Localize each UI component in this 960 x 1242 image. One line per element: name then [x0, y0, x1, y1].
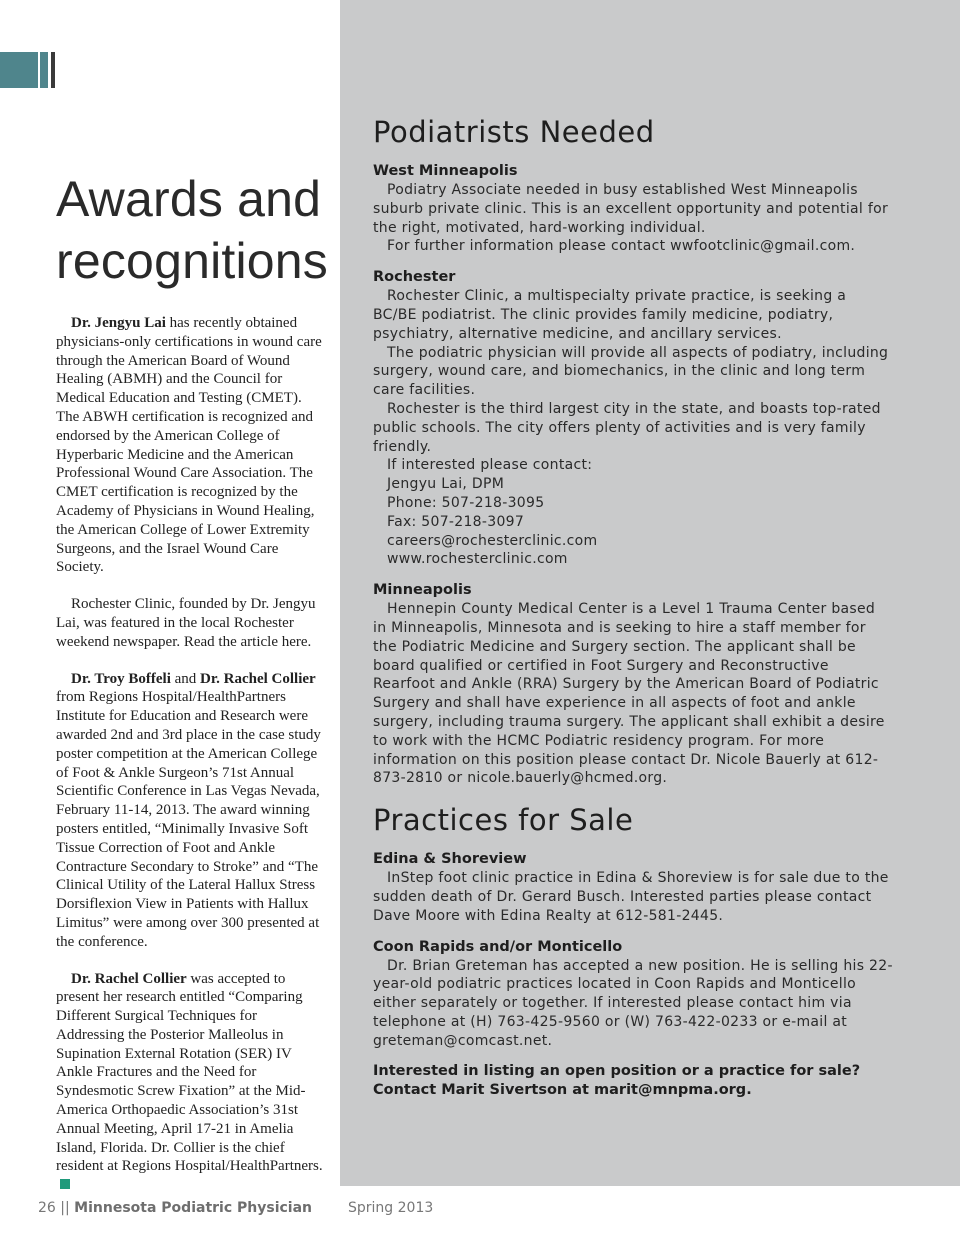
listing-coon-rapids: [373, 938, 893, 1051]
section-title-podiatrists-needed: Podiatrists Needed: [373, 115, 655, 149]
contact-fax: Fax: 507-218-3097: [387, 513, 525, 530]
listing-heading: Coon Rapids and/or Monticello: [373, 938, 623, 955]
title-line-2: recognitions: [56, 233, 329, 289]
award-paragraph-lai: [56, 314, 328, 577]
award-text: has recently obtained physicians-only certifications in wound care through the American Board of Wound Healing (ABMH) and the Council for Medical Education and Testing (CMET). The ABWH certification is recognized and endorsed by the American College of Hyperbaric Medicine and the American Professional Wound Care Association. The CMET certification is recognized by the Academy of Physicians in Wound Healing, the American College of Lower Extremity Surgeons, and the Israel Wound Care Society.: [56, 315, 322, 576]
classifieds-column: [373, 112, 893, 1100]
page-number: 26: [38, 1200, 56, 1216]
cta-line-2: Contact Marit Sivertson at marit@mnpma.org.: [373, 1082, 752, 1099]
award-name: Dr. Troy Boffeli: [71, 670, 171, 687]
cta-line-1: Interested in listing an open position or a practice for sale?: [373, 1063, 861, 1080]
magazine-name: Minnesota Podiatric Physician: [74, 1200, 313, 1216]
listing-edina-shoreview: [373, 850, 893, 925]
listing-text: Podiatry Associate needed in busy established West Minneapolis suburb private clinic. This is an excellent opportunity and potential for the right, motivated, hard-working individual.: [373, 182, 888, 236]
award-text: from Regions Hospital/HealthPartners Institute for Education and Research were awarded 2nd and 3rd place in the case study poster competition at the American College of Foot & Ankle Surgeon’s 71st Annual Scientific Conference in Las Vegas Nevada, February 11-14, 2013. The award winning posters entitled, “Minimally Invasive Soft Tissue Correction of Foot and Ankle Contracture Secondary to Stroke” and “The Clinical Utility of the Lateral Hallux Stress Dorsiflexion View in Patients with Hallux Limitus” were among over 300 presented at the conference.: [56, 689, 321, 950]
award-name: Dr. Rachel Collier: [200, 670, 316, 687]
title-line-1: Awards and: [56, 171, 322, 227]
listing-text: Rochester is the third largest city in the state, and boasts top-rated public schools. The city offers plenty of activities and is very family friendly.: [373, 400, 881, 455]
corner-decoration-bar: [40, 52, 48, 88]
award-text: Rochester Clinic, founded by Dr. Jengyu Lai, was featured in the local Rochester weekend newspaper. Read the article here.: [56, 596, 316, 650]
award-text: was accepted to present her research entitled “Comparing Different Surgical Techniques for Addressing the Posterior Malleolus in Supination External Rotation (SER) IV Ankle Fractures and the Need for Syndesmotic Screw Fixation” at the Mid-America Orthopaedic Association’s 31st Annual Meeting, April 17-21 in Amelia Island, Florida. Dr. Collier is the chief resident at Regions Hospital/HealthPartners.: [56, 970, 323, 1175]
page-title: [56, 168, 328, 292]
award-paragraph-boffeli-collier: [56, 670, 328, 952]
contact-website-link[interactable]: www.rochesterclinic.com: [387, 551, 568, 568]
contact-email-link[interactable]: careers@rochesterclinic.com: [387, 532, 598, 549]
listing-heading: West Minneapolis: [373, 163, 518, 179]
award-name: Dr. Rachel Collier: [71, 970, 187, 987]
listing-text: Dr. Brian Greteman has accepted a new position. He is selling his 22-year-old podiatric practices located in Coon Rapids and Monticello either separately or together. If interested please contact him via telephone at (H) 763-425-9560 or (W) 763-422-0233 or e-mail at greteman@comcast.net.: [373, 957, 893, 1049]
award-paragraph-clinic: [56, 595, 328, 651]
contact-intro: If interested please contact:: [387, 457, 593, 474]
listing-text: Rochester Clinic, a multispecialty private practice, is seeking a BC/BE podiatrist. The clinic provides family medicine, podiatry, psychiatry, alternative medicine, and ancillary services.: [373, 288, 847, 342]
listing-call-to-action: [373, 1062, 893, 1100]
contact-name: Jengyu Lai, DPM: [387, 476, 505, 493]
award-conjunction: and: [170, 670, 201, 687]
awards-column: [56, 168, 328, 1213]
listing-heading: Minneapolis: [373, 582, 472, 599]
section-title-practices-for-sale: Practices for Sale: [373, 803, 634, 838]
contact-phone: Phone: 507-218-3095: [387, 494, 545, 511]
listing-rochester: [373, 268, 893, 569]
footer-separator: ||: [55, 1200, 75, 1216]
listing-west-minneapolis: [373, 162, 893, 256]
page-footer: [38, 1200, 433, 1216]
award-paragraph-collier: [56, 970, 328, 1196]
award-name: Dr. Jengyu Lai: [71, 315, 166, 331]
end-mark-icon: [60, 1179, 70, 1189]
listing-text: InStep foot clinic practice in Edina & Shoreview is for sale due to the sudden death of Dr. Gerard Busch. Interested parties please contact Dave Moore with Edina Realty at 612-581-2445.: [373, 870, 889, 924]
listing-heading: Edina & Shoreview: [373, 851, 527, 868]
issue-season: Spring 2013: [348, 1200, 434, 1216]
corner-decoration-bar-dark: [51, 52, 55, 88]
listing-text: The podiatric physician will provide all aspects of podiatry, including surgery, wound care, and biomechanics, in the clinic and long term care facilities.: [373, 344, 889, 399]
listing-heading: Rochester: [373, 269, 456, 286]
listing-text: For further information please contact wwfootclinic@gmail.com.: [387, 238, 856, 255]
listing-minneapolis: [373, 581, 893, 788]
corner-decoration: [0, 52, 38, 88]
listing-text: Hennepin County Medical Center is a Level 1 Trauma Center based in Minneapolis, Minnesota and is seeking to hire a staff member for the Podiatric Medicine and Surgery section. The applicant shall be board qualified or certified in Foot Surgery and Reconstructive Rearfoot and Ankle (RRA) Surgery by the American Board of Podiatric Surgery and shall have experience in all aspects of foot and ankle surgery, including trauma surgery. The applicant shall exhibit a desire to work with the HCMC Podiatric residency program. For more information on this position please contact Dr. Nicole Bauerly at 612-873-2810 or nicole.bauerly@hcmed.org.: [373, 601, 885, 787]
